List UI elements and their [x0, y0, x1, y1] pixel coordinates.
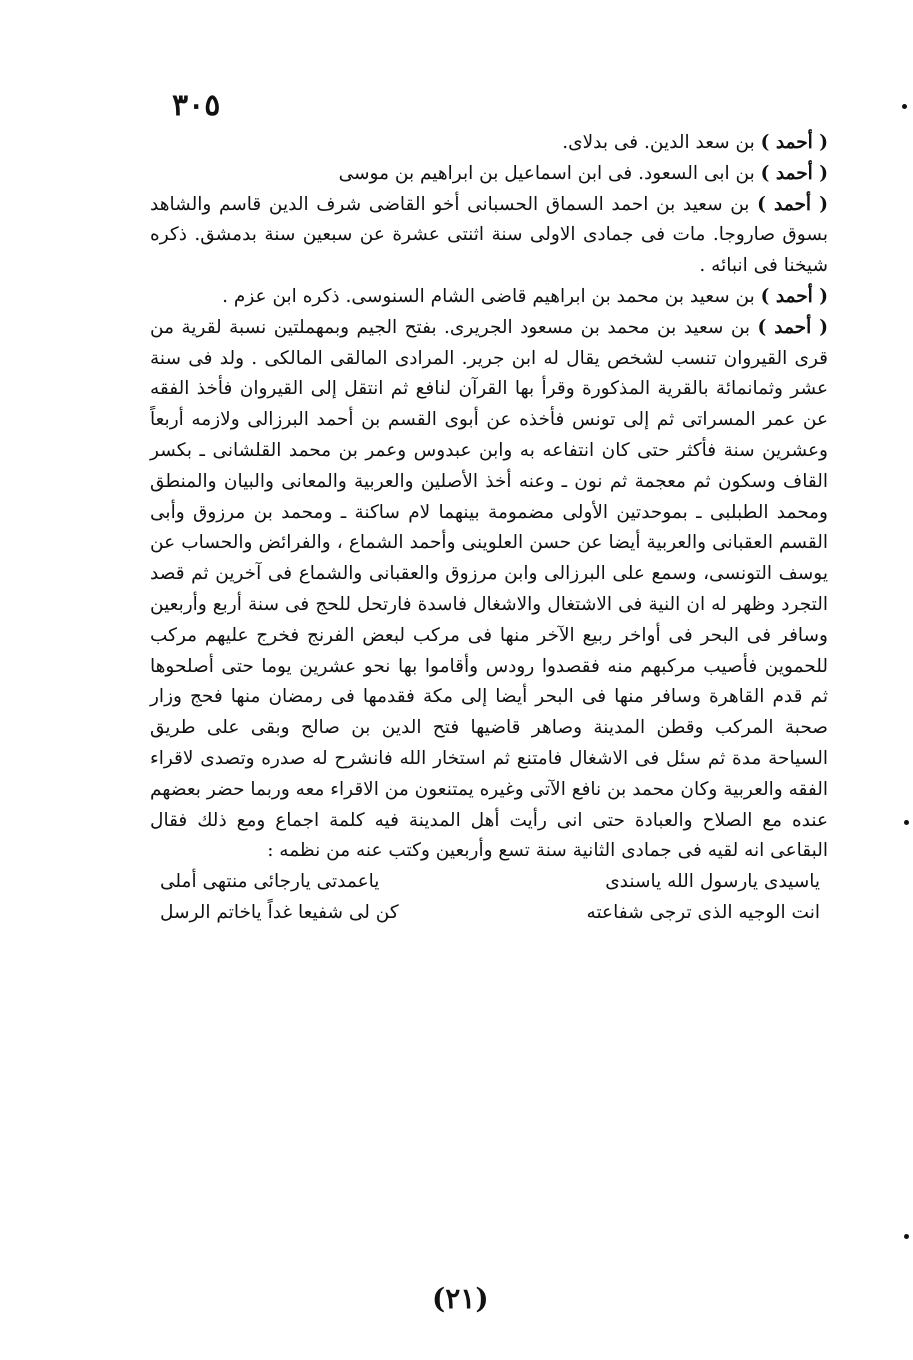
entry-text: بن ابى السعود. فى ابن اسماعيل بن ابراهيم بن موسى: [338, 162, 761, 184]
verse-second-hemistich: ياعمدتى يارجائى منتهى أملى: [160, 871, 380, 893]
entry-text: بن سعيد بن محمد بن ابراهيم قاضى الشام السنوسى. ذكره ابن عزم .: [222, 285, 761, 307]
verse-first-hemistich: ياسيدى يارسول الله ياسندى: [605, 871, 820, 893]
entry-name: ( أحمد ): [760, 162, 828, 184]
verse-1: [150, 867, 850, 898]
margin-dot: [902, 104, 907, 109]
entry-text: بن سعد الدين. فى بدلاى.: [562, 132, 761, 153]
entry-1: [150, 128, 850, 159]
entry-name: ( أحمد ): [757, 316, 828, 338]
entry-name: ( أحمد ): [760, 132, 828, 153]
verse-2: [150, 898, 850, 929]
entry-5: [150, 313, 850, 867]
entry-name: ( أحمد ): [760, 285, 828, 307]
margin-dot: [904, 1234, 909, 1239]
entry-text: بن سعيد بن احمد السماق الحسبانى أخو القاضى شرف الدين قاسم والشاهد بسوق صاروجا. مات فى جمادى الاولى سنة اثنتى عشرة عن سبعين سنة بدمشق. ذكره شيخنا فى انبائه .: [150, 193, 828, 277]
entry-3: [150, 190, 850, 282]
page-number: ٣٠٥: [172, 88, 221, 123]
signature-mark: (٢١): [432, 1282, 489, 1315]
entry-name: ( أحمد ): [757, 193, 828, 215]
margin-dot: [904, 820, 909, 825]
verse-first-hemistich: انت الوجيه الذى ترجى شفاعته: [586, 901, 820, 923]
biography-text: [150, 128, 850, 929]
entry-4: [150, 282, 850, 313]
entry-2: [150, 159, 850, 190]
entry-text: بن سعيد بن محمد بن مسعود الجريرى. بفتح الجيم وبمهملتين نسبة لقرية من قرى القيروان تنسب لشخص يقال له ابن جرير. المرادى المالقى المالكى . ولد فى سنة عشر وثمانمائة بالقرية المذكورة وقرأ بها القرآن لنافع ثم انتقل إلى القيروان فأخذ الفقه عن عمر المسراتى ثم إلى تونس فأخذه عن أبوى القسم بن أحمد البرزالى ولازمه أربعاً وعشرين سنة فأكثر حتى كان انتفاعه به وابن عبدوس وعمر بن محمد القلشانى ـ بكسر القاف وسكون ثم معجمة ثم نون ـ وعنه أخذ الأصلين والعربية والمعانى والبيان والمنطق ومحمد الطبلبى ـ بموحدتين الأولى مضمومة بينهما لام ساكنة ـ ومحمد بن مرزوق وأبى القسم العقبانى والعربية أيضا عن حسن العلوينى وأحمد الشماع ، والفرائض والحساب عن يوسف التونسى، وسمع على البرزالى وابن مرزوق والعقبانى والشماع فى آخرين ثم قصد التجرد وظهر له ان النية فى الاشتغال والاشغال فاسدة فارتحل للحج فى سنة أربع وأربعين وسافر فى البحر فى أواخر ربيع الآخر منها فى مركب لبعض الفرنج فخرج عليهم مركب للحموين فأصيب مركبهم منه فقصدوا رودس وأقاموا بها نحو عشرين يوما حتى أصلحوها ثم قدم القاهرة وسافر منها فى البحر أيضا إلى مكة فقدمها فى رمضان منها فحج وزار صحبة المركب وقطن المدينة وصاهر قاضيها فتح الدين بن صالح وبقى على طريق السياحة مدة ثم سئل فى الاشغال فامتنع ثم استخار الله فانشرح له صدره وتصدى لاقراء الفقه والعربية وكان محمد بن نافع الآتى وغيره يمتنعون من الاقراء معه وربما حضر بعضهم عنده مع الصلاح والعبادة حتى انى رأيت أهل المدينة فيه كلمة اجماع ومع ذلك فقال البقاعى انه لقيه فى جمادى الثانية سنة تسع وأربعين وكتب عنه من نظمه :: [150, 316, 828, 862]
verse-second-hemistich: كن لى شفيعا غداً ياخاتم الرسل: [160, 901, 399, 923]
